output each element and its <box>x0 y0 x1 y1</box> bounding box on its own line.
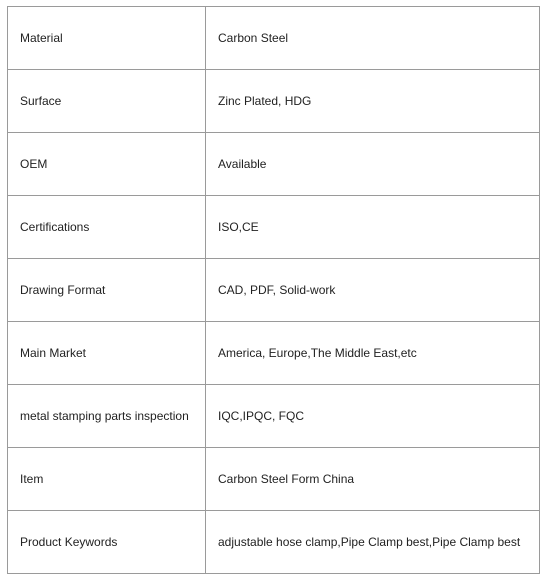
table-row <box>8 385 540 448</box>
table-row <box>8 448 540 511</box>
table-row <box>8 259 540 322</box>
spec-label: metal stamping parts inspection <box>8 385 206 448</box>
spec-label: OEM <box>8 133 206 196</box>
spec-value: Zinc Plated, HDG <box>206 70 540 133</box>
spec-value: Available <box>206 133 540 196</box>
spec-label: Surface <box>8 70 206 133</box>
table-row <box>8 7 540 70</box>
table-row <box>8 70 540 133</box>
spec-label: Main Market <box>8 322 206 385</box>
table-row <box>8 511 540 574</box>
spec-label: Material <box>8 7 206 70</box>
spec-value: ISO,CE <box>206 196 540 259</box>
spec-value: IQC,IPQC, FQC <box>206 385 540 448</box>
spec-label: Product Keywords <box>8 511 206 574</box>
spec-label: Drawing Format <box>8 259 206 322</box>
spec-value: Carbon Steel <box>206 7 540 70</box>
spec-label: Certifications <box>8 196 206 259</box>
table-row <box>8 133 540 196</box>
spec-value: America, Europe,The Middle East,etc <box>206 322 540 385</box>
spec-value: adjustable hose clamp,Pipe Clamp best,Pipe Clamp best <box>206 511 540 574</box>
spec-value: Carbon Steel Form China <box>206 448 540 511</box>
table-row <box>8 322 540 385</box>
spec-label: Item <box>8 448 206 511</box>
table-row <box>8 196 540 259</box>
specification-table <box>7 6 540 574</box>
spec-value: CAD, PDF, Solid-work <box>206 259 540 322</box>
